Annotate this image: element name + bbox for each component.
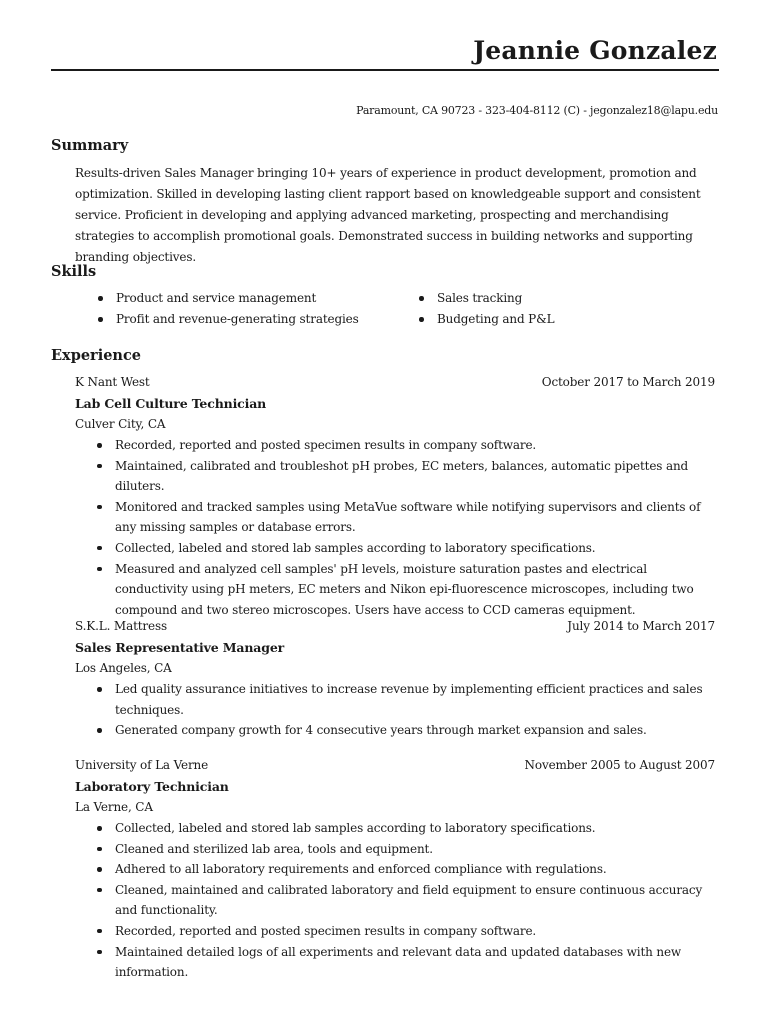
job-entry-1 bbox=[75, 372, 715, 620]
section-title-skills: Skills bbox=[51, 263, 97, 280]
job-bullets bbox=[95, 435, 715, 620]
skill-item: Product and service management bbox=[96, 288, 416, 309]
job-company: S.K.L. Mattress bbox=[75, 619, 167, 633]
job-bullet: Collected, labeled and stored lab samples according to laboratory specifications. bbox=[95, 818, 715, 839]
job-title: Lab Cell Culture Technician bbox=[75, 396, 267, 411]
contact-info: Paramount, CA 90723 - 323-404-8112 (C) - jegonzalez18@lapu.edu bbox=[356, 104, 718, 117]
job-bullet: Collected, labeled and stored lab samples according to laboratory specifications. bbox=[95, 538, 715, 559]
skills-list-left bbox=[96, 288, 416, 330]
header-divider bbox=[51, 69, 719, 71]
job-dates: July 2014 to March 2017 bbox=[567, 619, 715, 633]
job-company: K Nant West bbox=[75, 375, 150, 389]
job-header bbox=[75, 616, 715, 637]
job-bullet: Measured and analyzed cell samples' pH levels, moisture saturation pastes and electrical conductivity using pH meters, EC meters and Nikon epi-fluorescence microscopes, including two compound and two stereo microscopes. Users have access to CCD cameras equipment. bbox=[95, 559, 715, 621]
job-bullet: Led quality assurance initiatives to increase revenue by implementing efficient practices and sales techniques. bbox=[95, 679, 715, 720]
job-bullet: Maintained detailed logs of all experiments and relevant data and updated databases with new information. bbox=[95, 942, 715, 983]
job-dates: November 2005 to August 2007 bbox=[524, 758, 715, 772]
job-bullet: Cleaned, maintained and calibrated laboratory and field equipment to ensure continuous accuracy and functionality. bbox=[95, 880, 715, 921]
job-location: Los Angeles, CA bbox=[75, 661, 172, 675]
skills-list-right bbox=[417, 288, 707, 330]
job-dates: October 2017 to March 2019 bbox=[541, 375, 715, 389]
job-title: Sales Representative Manager bbox=[75, 640, 285, 655]
job-bullet: Recorded, reported and posted specimen results in company software. bbox=[95, 435, 715, 456]
section-title-summary: Summary bbox=[51, 137, 129, 154]
section-title-experience: Experience bbox=[51, 347, 142, 364]
job-bullets bbox=[95, 679, 715, 741]
job-bullet: Recorded, reported and posted specimen results in company software. bbox=[95, 921, 715, 942]
summary-text: Results-driven Sales Manager bringing 10+ years of experience in product development, promotion and optimization. Skilled in developing lasting client rapport based on knowledgeable support and consistent service. Proficient in developing and applying advanced marketing, prospecting and merchandising strategies to accomplish promotional goals. Demonstrated success in building networks and supporting branding objectives. bbox=[75, 166, 701, 264]
job-bullet: Generated company growth for 4 consecutive years through market expansion and sales. bbox=[95, 720, 715, 741]
skill-item: Budgeting and P&L bbox=[417, 309, 707, 330]
skill-item: Profit and revenue-generating strategies bbox=[96, 309, 416, 330]
job-header bbox=[75, 755, 715, 776]
job-entry-2 bbox=[75, 616, 715, 741]
job-title: Laboratory Technician bbox=[75, 779, 229, 794]
job-location: La Verne, CA bbox=[75, 800, 153, 814]
skill-item: Sales tracking bbox=[417, 288, 707, 309]
job-entry-3 bbox=[75, 755, 715, 983]
job-company: University of La Verne bbox=[75, 758, 209, 772]
job-location: Culver City, CA bbox=[75, 417, 166, 431]
job-bullet: Maintained, calibrated and troubleshot pH probes, EC meters, balances, automatic pipettes and diluters. bbox=[95, 456, 715, 497]
job-bullet: Adhered to all laboratory requirements and enforced compliance with regulations. bbox=[95, 859, 715, 880]
job-header bbox=[75, 372, 715, 393]
job-bullet: Cleaned and sterilized lab area, tools and equipment. bbox=[95, 839, 715, 860]
job-bullets bbox=[95, 818, 715, 983]
job-bullet: Monitored and tracked samples using MetaVue software while notifying supervisors and clients of any missing samples or database errors. bbox=[95, 497, 715, 538]
candidate-name: Jeannie Gonzalez bbox=[473, 36, 717, 65]
